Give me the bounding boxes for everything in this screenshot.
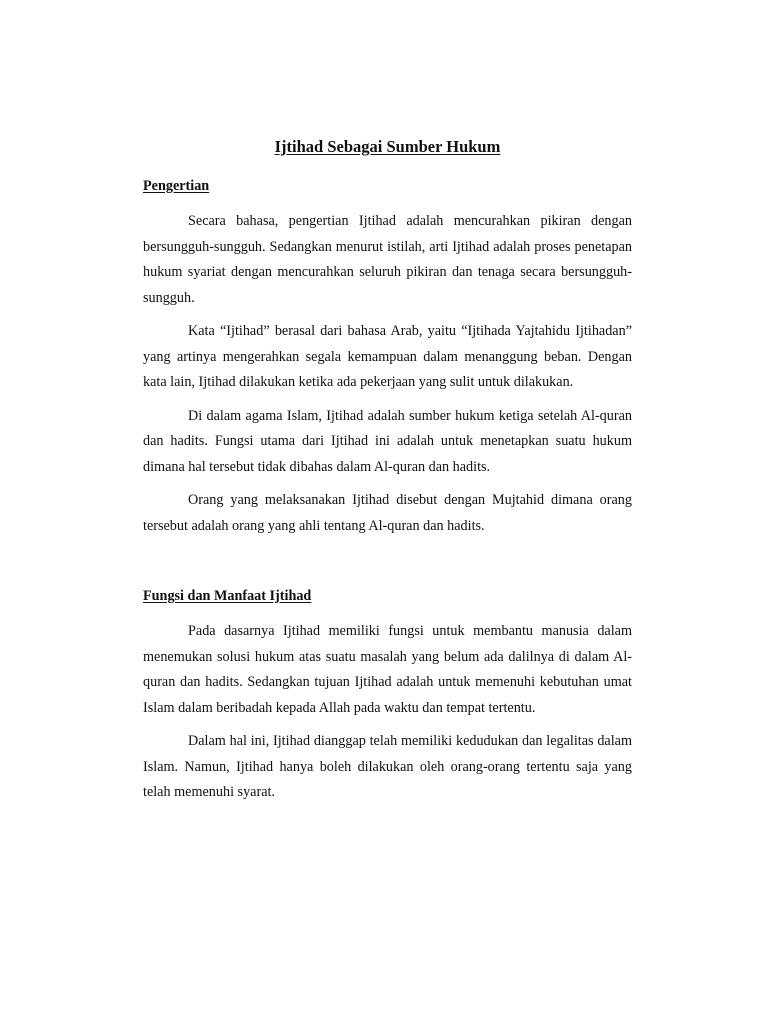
paragraph: Orang yang melaksanakan Ijtihad disebut dengan Mujtahid dimana orang tersebut adalah orang yang ahli tentang Al-quran dan hadits. — [143, 492, 632, 534]
paragraph: Dalam hal ini, Ijtihad dianggap telah memiliki kedudukan dan legalitas dalam Islam. Namun, Ijtihad hanya boleh dilakukan oleh orang-orang tertentu saja yang telah memenuhi syarat. — [143, 733, 632, 800]
paragraph: Di dalam agama Islam, Ijtihad adalah sumber hukum ketiga setelah Al-quran dan hadits. Fungsi utama dari Ijtihad ini adalah untuk menetapkan suatu hukum dimana hal tersebut tidak dibahas dalam Al-quran dan hadits. — [143, 407, 632, 475]
paragraph: Pada dasarnya Ijtihad memiliki fungsi untuk membantu manusia dalam menemukan solusi hukum atas suatu masalah yang belum ada dalilnya di dalam Al-quran dan hadits. Sedangkan tujuan Ijtihad adalah untuk memenuhi kebutuhan umat Islam dalam beribadah kepada Allah pada waktu dan tempat tertentu. — [143, 623, 632, 716]
document-title: Ijtihad Sebagai Sumber Hukum — [274, 137, 501, 156]
section-heading: Fungsi dan Manfaat Ijtihad — [143, 588, 312, 604]
section-pengertian — [143, 176, 632, 539]
paragraph: Secara bahasa, pengertian Ijtihad adalah mencurahkan pikiran dengan bersungguh-sungguh. Sedangkan menurut istilah, arti Ijtihad adalah proses penetapan hukum syariat dengan mencurahkan seluruh pikiran dan tenaga secara bersungguh-sungguh. — [143, 213, 632, 306]
paragraph: Kata “Ijtihad” berasal dari bahasa Arab, yaitu “Ijtihada Yajtahidu Ijtihadan” yang artinya mengerahkan segala kemampuan dalam menanggung beban. Dengan kata lain, Ijtihad dilakukan ketika ada pekerjaan yang sulit untuk dilakukan. — [143, 323, 632, 390]
document-page — [143, 135, 632, 806]
section-fungsi-manfaat — [143, 586, 632, 806]
section-heading: Pengertian — [143, 178, 210, 194]
